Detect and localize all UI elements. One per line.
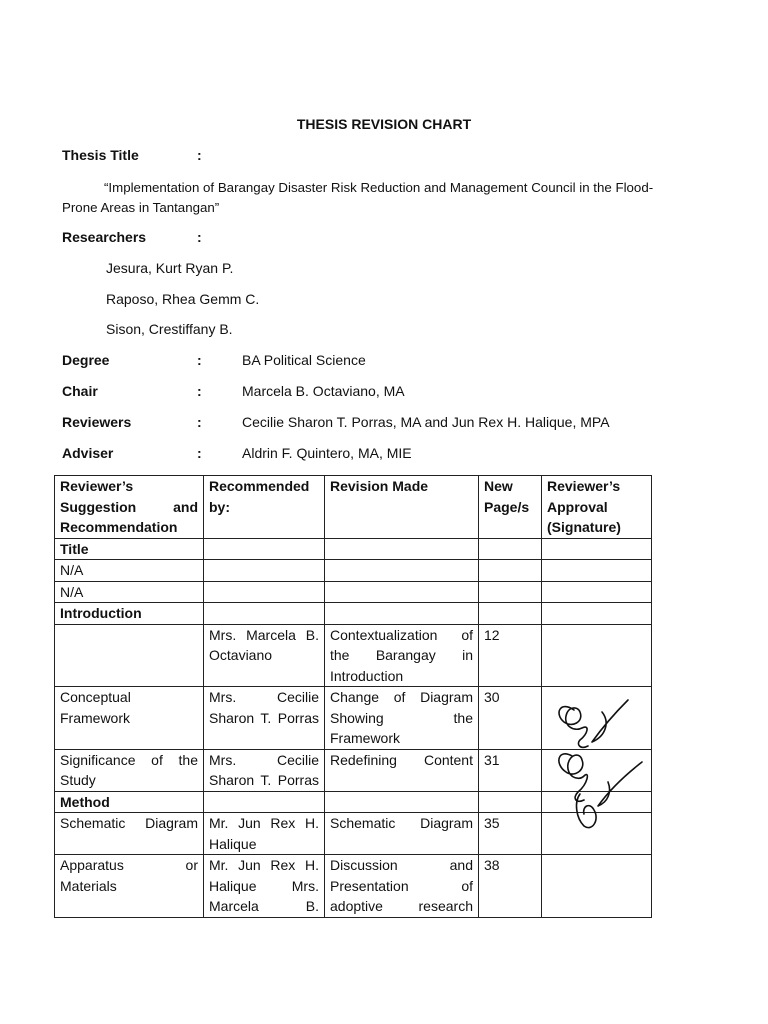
chair-label: Chair xyxy=(62,383,98,399)
researcher-name: Raposo, Rhea Gemm C. xyxy=(106,291,260,307)
colon: : xyxy=(197,147,202,163)
header-revision-made: Revision Made xyxy=(325,476,479,539)
recommended-by-cell xyxy=(204,538,325,560)
recommended-by-cell: Mrs. Cecilie Sharon T. Porras xyxy=(204,687,325,750)
reviewers-label: Reviewers xyxy=(62,414,132,430)
header-recommended-by: Recommended by: xyxy=(204,476,325,539)
revision-made-cell xyxy=(325,581,479,603)
approval-cell xyxy=(542,560,652,582)
suggestion-cell: Conceptual Framework xyxy=(55,687,204,750)
table-row xyxy=(55,560,652,582)
page-title: THESIS REVISION CHART xyxy=(296,116,472,132)
suggestion-cell: N/A xyxy=(55,581,204,603)
recommended-by-cell xyxy=(204,791,325,813)
revision-made-cell: Schematic Diagram xyxy=(325,813,479,855)
header-new-pages: New Page/s xyxy=(479,476,542,539)
section-row xyxy=(55,603,652,625)
colon: : xyxy=(197,383,202,399)
new-pages-cell xyxy=(479,603,542,625)
colon: : xyxy=(197,414,202,430)
researcher-name: Jesura, Kurt Ryan P. xyxy=(106,260,234,276)
colon: : xyxy=(197,229,202,245)
recommended-by-cell xyxy=(204,581,325,603)
suggestion-cell: N/A xyxy=(55,560,204,582)
recommended-by-cell xyxy=(204,560,325,582)
revision-made-cell xyxy=(325,603,479,625)
suggestion-cell: Apparatus or Materials xyxy=(55,855,204,918)
revision-made-cell xyxy=(325,538,479,560)
table-row xyxy=(55,855,652,918)
section-row xyxy=(55,538,652,560)
researcher-name: Sison, Crestiffany B. xyxy=(106,321,233,337)
suggestion-cell xyxy=(55,624,204,687)
approval-cell xyxy=(542,855,652,918)
table-row xyxy=(55,624,652,687)
revision-made-cell: Discussion and Presentation of adoptive research xyxy=(325,855,479,918)
new-pages-cell: 38 xyxy=(479,855,542,918)
revision-made-cell: Contextualization of the Barangay in Introduction xyxy=(325,624,479,687)
recommended-by-cell: Mr. Jun Rex H. Halique xyxy=(204,813,325,855)
header-approval: Reviewer’s Approval (Signature) xyxy=(542,476,652,539)
degree-label: Degree xyxy=(62,352,110,368)
recommended-by-cell: Mrs. Cecilie Sharon T. Porras xyxy=(204,749,325,791)
suggestion-cell: Significance of the Study xyxy=(55,749,204,791)
revision-made-cell xyxy=(325,791,479,813)
researchers-label: Researchers xyxy=(62,229,147,245)
new-pages-cell: 12 xyxy=(479,624,542,687)
recommended-by-cell: Mr. Jun Rex H. Halique Mrs. Marcela B. xyxy=(204,855,325,918)
revision-made-cell xyxy=(325,560,479,582)
new-pages-cell: 30 xyxy=(479,687,542,750)
approval-cell xyxy=(542,538,652,560)
new-pages-cell xyxy=(479,560,542,582)
adviser-value: Aldrin F. Quintero, MA, MIE xyxy=(242,445,412,461)
reviewers-value: Cecilie Sharon T. Porras, MA and Jun Rex H. Halique, MPA xyxy=(242,414,610,430)
signature-image xyxy=(550,692,650,842)
recommended-by-cell xyxy=(204,603,325,625)
chair-value: Marcela B. Octaviano, MA xyxy=(242,383,405,399)
thesis-title-value: “Implementation of Barangay Disaster Risk Reduction and Management Council in the Flood-Prone Areas in Tantangan” xyxy=(62,180,654,215)
approval-cell xyxy=(542,624,652,687)
new-pages-cell: 31 xyxy=(479,749,542,791)
revision-made-cell: Change of Diagram Showing the Framework xyxy=(325,687,479,750)
table-header-row xyxy=(55,476,652,539)
suggestion-cell: Method xyxy=(55,791,204,813)
new-pages-cell xyxy=(479,791,542,813)
table-row xyxy=(55,581,652,603)
thesis-title-label: Thesis Title xyxy=(62,147,139,163)
suggestion-cell: Title xyxy=(55,538,204,560)
colon: : xyxy=(197,352,202,368)
header-suggestion: Reviewer’s Suggestion and Recommendation xyxy=(55,476,204,539)
approval-cell xyxy=(542,603,652,625)
revision-made-cell: Redefining Content xyxy=(325,749,479,791)
new-pages-cell xyxy=(479,581,542,603)
approval-cell xyxy=(542,581,652,603)
degree-value: BA Political Science xyxy=(242,352,366,368)
suggestion-cell: Introduction xyxy=(55,603,204,625)
recommended-by-cell: Mrs. Marcela B. Octaviano xyxy=(204,624,325,687)
new-pages-cell: 35 xyxy=(479,813,542,855)
new-pages-cell xyxy=(479,538,542,560)
suggestion-cell: Schematic Diagram xyxy=(55,813,204,855)
adviser-label: Adviser xyxy=(62,445,114,461)
colon: : xyxy=(197,445,202,461)
